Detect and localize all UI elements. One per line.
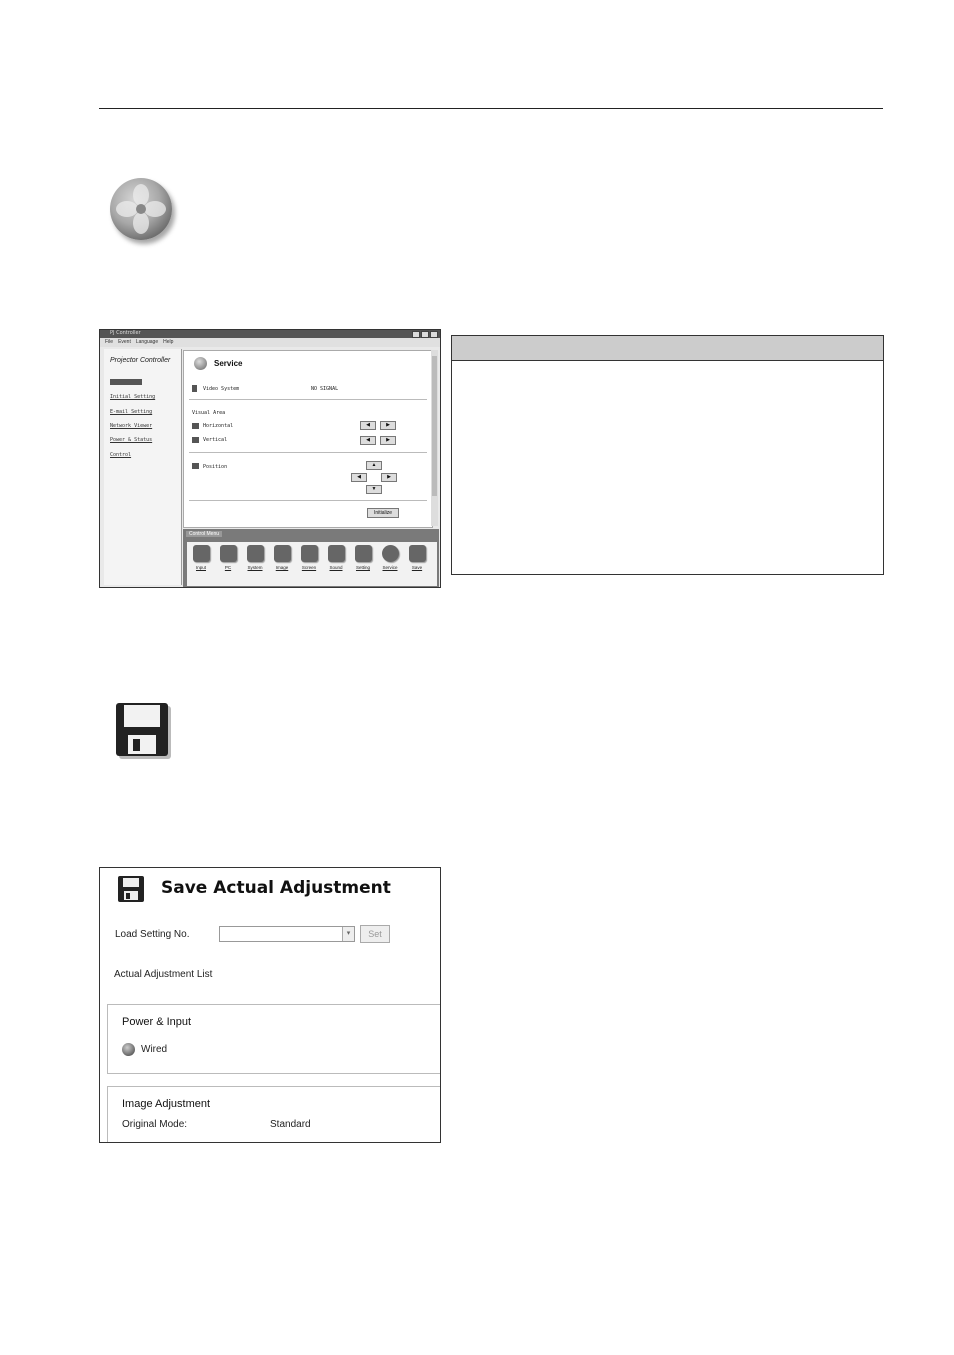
save-adjustment-screenshot [99, 867, 441, 1143]
position-left-button[interactable]: ◀ [351, 473, 367, 482]
sidebar-item-control[interactable]: Control [110, 452, 132, 458]
control-menu-item-label: Input [195, 565, 206, 570]
control-menu-item-label: Service [382, 565, 398, 570]
sidebar-item-initial-setting[interactable]: Initial Setting [110, 394, 156, 400]
control-menu-input[interactable] [189, 545, 213, 570]
control-menu-system[interactable] [243, 545, 267, 570]
menu-file[interactable]: File [105, 339, 114, 345]
sidebar-item-power-status[interactable]: Power & Status [110, 437, 153, 443]
info-box [451, 335, 884, 575]
control-menu-screen[interactable] [297, 545, 321, 570]
horizontal-left-button[interactable]: ◀ [360, 421, 376, 430]
control-menu-service[interactable] [378, 545, 402, 570]
service-icon [194, 357, 207, 370]
close-icon[interactable] [430, 331, 438, 338]
control-menu-pc[interactable] [216, 545, 240, 570]
input-icon [193, 545, 210, 562]
position-icon [192, 463, 199, 469]
position-up-button[interactable]: ▲ [366, 461, 382, 470]
image-adjustment-heading: Image Adjustment [122, 1098, 211, 1110]
save-icon [118, 876, 144, 902]
power-input-heading: Power & Input [122, 1016, 192, 1028]
video-system-icon [192, 385, 197, 392]
top-rule [99, 108, 883, 109]
control-menu-setting[interactable] [351, 545, 375, 570]
horizontal-icon [192, 423, 199, 429]
sidebar-item-active[interactable] [110, 379, 142, 385]
setting-icon [355, 545, 372, 562]
control-menu-item-label: Image [275, 565, 289, 570]
service-panel [183, 350, 433, 528]
sidebar-item-network-viewer[interactable]: Network Viewer [110, 423, 153, 429]
position-down-button[interactable]: ▼ [366, 485, 382, 494]
sidebar-item-email-setting[interactable]: E-mail Setting [110, 409, 153, 415]
service-icon [382, 545, 399, 562]
control-menu-sound[interactable] [324, 545, 348, 570]
page-title: Service [214, 359, 243, 368]
service-icon [110, 178, 172, 240]
control-menu [183, 529, 439, 587]
adjustment-list-label: Actual Adjustment List [114, 969, 213, 980]
maximize-icon[interactable] [421, 331, 429, 338]
sound-icon [328, 545, 345, 562]
control-menu-item-label: Sound [329, 565, 343, 570]
control-menu-image[interactable] [270, 545, 294, 570]
video-system-value: NO SIGNAL [311, 386, 339, 392]
visual-area-label: Visual Area [192, 410, 226, 416]
divider [189, 399, 427, 400]
page-title: Save Actual Adjustment [161, 878, 391, 898]
wired-label: Wired [141, 1044, 168, 1055]
service-window-screenshot [99, 329, 441, 588]
vertical-right-button[interactable]: ▶ [380, 436, 396, 445]
initialize-button[interactable]: Initialize [367, 508, 399, 518]
menu-event[interactable]: Event [118, 339, 131, 345]
vertical-icon [192, 437, 199, 443]
menu-bar [100, 338, 440, 347]
pc-icon [220, 545, 237, 562]
minimize-icon[interactable] [412, 331, 420, 338]
save-icon [409, 545, 426, 562]
menu-language[interactable]: Language [135, 339, 159, 345]
load-setting-label: Load Setting No. [115, 929, 190, 940]
control-menu-save[interactable] [405, 545, 429, 570]
system-icon [247, 545, 264, 562]
control-menu-item-label: Screen [301, 565, 317, 570]
video-system-label: Video System [203, 386, 240, 392]
position-right-button[interactable]: ▶ [381, 473, 397, 482]
sidebar-brand: Projector Controller [110, 357, 171, 364]
control-menu-item-label: Setting [355, 565, 370, 570]
position-label: Position [203, 464, 228, 470]
scrollbar[interactable] [431, 350, 438, 526]
sidebar [104, 349, 182, 585]
set-button[interactable]: Set [360, 925, 390, 943]
scrollbar-thumb[interactable] [432, 356, 437, 496]
info-box-header [452, 336, 883, 361]
control-menu-label: Control Menu [186, 531, 222, 537]
original-mode-value: Standard [270, 1119, 311, 1130]
divider [189, 452, 427, 453]
chevron-down-icon[interactable]: ▾ [342, 927, 354, 941]
control-menu-item-label: PC [224, 565, 232, 570]
vertical-label: Vertical [203, 437, 228, 443]
horizontal-right-button[interactable]: ▶ [380, 421, 396, 430]
divider [189, 500, 427, 501]
window-titlebar [100, 330, 440, 338]
horizontal-label: Horizontal [203, 423, 234, 429]
load-setting-select[interactable] [219, 926, 355, 942]
original-mode-label: Original Mode: [122, 1119, 188, 1130]
menu-help[interactable]: Help [163, 339, 174, 345]
image-icon [274, 545, 291, 562]
save-icon [116, 702, 172, 760]
screen-icon [301, 545, 318, 562]
image-adjustment-panel [107, 1086, 441, 1143]
control-menu-row [187, 542, 437, 586]
control-menu-item-label: Save [411, 565, 423, 570]
window-title: PJ Controller [110, 330, 141, 336]
wired-icon [122, 1043, 135, 1056]
control-menu-item-label: System [247, 565, 263, 570]
vertical-left-button[interactable]: ◀ [360, 436, 376, 445]
power-input-panel [107, 1004, 441, 1074]
